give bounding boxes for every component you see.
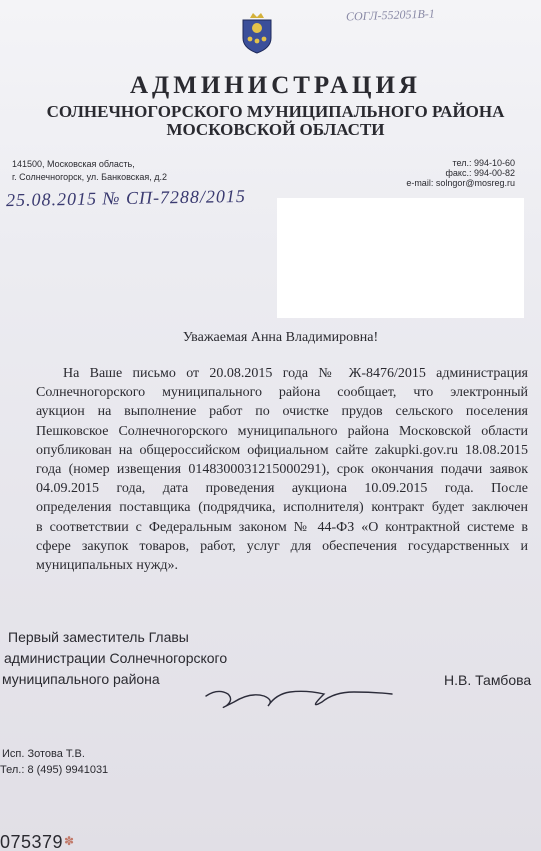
- handwritten-signature: [204, 680, 394, 714]
- greeting: Уважаемая Анна Владимировна!: [182, 330, 379, 345]
- executor-phone: Тел.: 8 (495) 9941031: [0, 764, 109, 776]
- body-line: На Ваше письмо от 20.08.2015 года № Ж-8476/2015 администрация: [63, 366, 528, 381]
- body-line: Пешковское Солнечногорского муниципального района Московской области: [36, 423, 528, 439]
- letter-body: [36, 364, 528, 575]
- organization-subtitle: СОЛНЕЧНОГОРСКОГО МУНИЦИПАЛЬНОГО РАЙОНА: [46, 102, 505, 121]
- document-number: 075379: [0, 832, 64, 851]
- body-line: муниципальных нужд».: [36, 558, 179, 574]
- body-line: опубликован на общероссийском официальном сайте zakupki.gov.ru 18.08.2015: [36, 442, 528, 458]
- handwritten-registration-note: СОГЛ-552051В-1: [345, 6, 435, 24]
- redacted-recipient-block: [277, 198, 524, 318]
- organization-region: МОСКОВСКОЙ ОБЛАСТИ: [166, 120, 385, 139]
- signer-name: Н.В. Тамбова: [444, 672, 532, 688]
- coat-of-arms-icon: [240, 10, 274, 54]
- signer-position: администрации Солнечногорского: [4, 650, 228, 666]
- phone-text: тел.: 994-10-60: [452, 158, 515, 168]
- body-line: Солнечногорского муниципального района сообщает, что электронный: [36, 385, 528, 401]
- fax-text: факс.: 994-00-82: [445, 168, 515, 178]
- body-line: аукцион на выполнение работ по очистке прудов сельского поселения: [36, 404, 528, 420]
- email-text: e-mail: solngor@mosreg.ru: [406, 178, 515, 188]
- organization-title: АДМИНИСТРАЦИЯ: [130, 72, 421, 99]
- contacts-block: [406, 158, 515, 188]
- address-line: г. Солнечногорск, ул. Банковская, д.2: [12, 172, 168, 182]
- body-line: сфере закупок товаров, работ, услуг для обеспечения государственных и: [36, 538, 528, 554]
- address-block: [12, 158, 167, 184]
- body-line: в соответствии с Федеральным законом № 44-ФЗ «О контрактной системе в: [36, 519, 528, 535]
- signer-position: муниципального района: [2, 671, 160, 687]
- star-icon: ✽: [64, 834, 75, 848]
- executor-name: Исп. Зотова Т.В.: [2, 748, 85, 760]
- signer-position: Первый заместитель Главы: [8, 629, 189, 645]
- body-line: года (номер извещения 0148300031215000291), срок окончания подачи заявок: [36, 462, 528, 478]
- address-line: 141500, Московская область,: [12, 159, 135, 169]
- outgoing-number: 25.08.2015 № СП-7288/2015: [5, 185, 247, 211]
- body-line: 04.09.2015 года, дата проведения аукциона 10.09.2015 года. После: [36, 481, 528, 497]
- body-line: определения поставщика (подрядчика, исполнителя) контракт будет заключен: [36, 500, 528, 516]
